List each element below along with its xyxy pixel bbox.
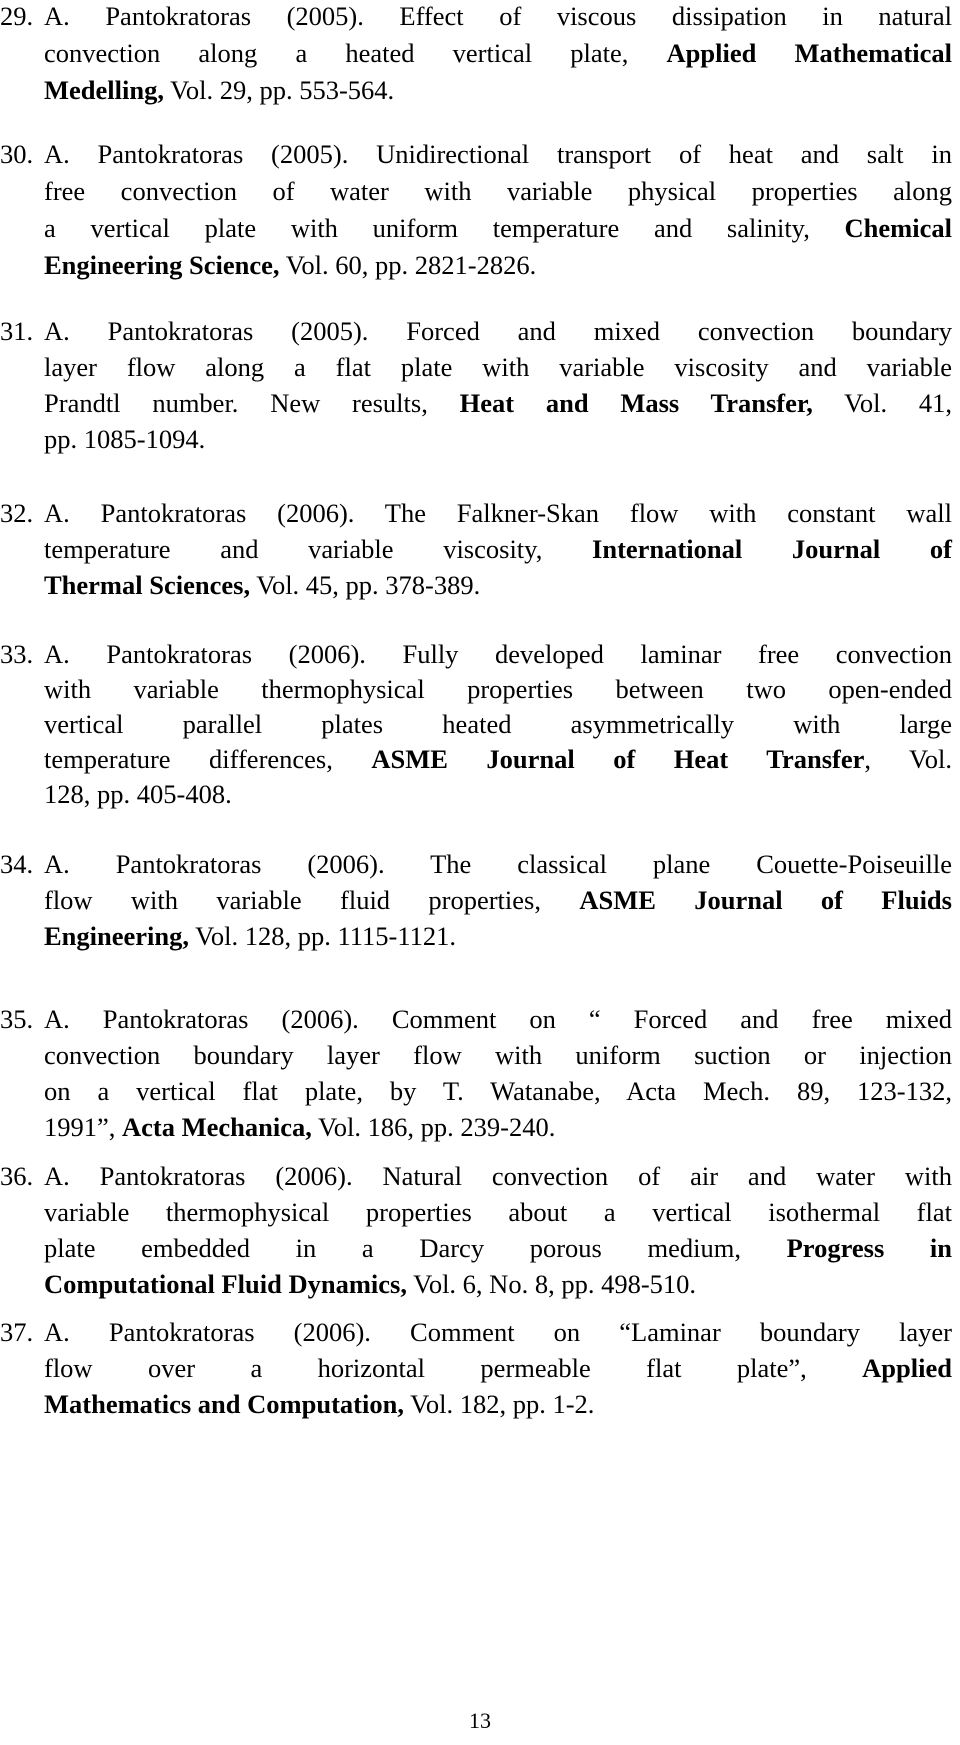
reference-segment: temperature differences, [44,744,372,774]
reference-number: 35. [0,1004,34,1034]
reference-line [44,672,952,707]
reference-line [44,1037,952,1073]
reference-line [44,136,952,173]
reference-segment: on a vertical flat plate, by T. Watanabe, Acta Mech. 89, 123-132, [44,1076,952,1106]
reference-segment: vertical parallel plates heated asymmetrically with large [44,709,952,739]
reference-line [44,1073,952,1109]
reference-text [44,495,952,603]
reference-segment: Vol. 6, No. 8, pp. 498-510. [406,1269,697,1299]
journal-title: Computational Fluid Dynamics, [44,1269,407,1299]
reference-segment: Vol. 41, [812,388,952,418]
reference-segment: flow with variable fluid properties, [44,885,580,915]
journal-title: Heat and Mass Transfer, [459,388,813,418]
reference-number: 37. [0,1317,34,1347]
reference-segment: convection along a heated vertical plate, [44,38,667,68]
reference-line [44,72,952,109]
reference-segment: Vol. 128, pp. 1115-1121. [189,921,457,951]
journal-title: Progress in [786,1233,952,1263]
reference-line [44,0,952,35]
reference-line [44,385,952,421]
reference-segment: variable thermophysical properties about a vertical isothermal flat [44,1197,952,1227]
reference-segment: Vol. 29, pp. 553-564. [163,75,395,105]
reference-line [44,846,952,882]
reference-segment: A. Pantokratoras (2005). Effect of viscous dissipation in natural [44,1,952,31]
reference-line [44,742,952,777]
journal-title: Acta Mechanica, [122,1112,312,1142]
reference-text [44,1314,952,1422]
reference-segment: Vol. 182, pp. 1-2. [403,1389,595,1419]
reference-segment: A. Pantokratoras (2006). Comment on “Laminar boundary layer [44,1317,952,1347]
reference-line [44,882,952,918]
reference-number: 36. [0,1161,34,1191]
reference-segment: Vol. 45, pp. 378-389. [250,570,481,600]
reference-text [44,846,952,954]
journal-title: Mathematics and Computation, [44,1389,404,1419]
reference-line [44,313,952,349]
reference-text [44,1158,952,1302]
reference-line [44,210,952,247]
reference-line [44,421,952,457]
reference-line [44,531,952,567]
reference-segment: A. Pantokratoras (2006). Fully developed laminar free convection [44,639,952,669]
reference-number: 31. [0,316,34,346]
reference-text [44,136,952,284]
reference-line [44,1386,952,1422]
reference-text [44,637,952,812]
reference-segment: plate embedded in a Darcy porous medium, [44,1233,787,1263]
journal-title: International Journal of [592,534,952,564]
reference-line [44,707,952,742]
reference-line [44,1001,952,1037]
reference-number: 30. [0,139,34,169]
reference-segment: Vol. 60, pp. 2821-2826. [279,250,537,280]
journal-title: ASME Journal of Heat Transfer [371,744,865,774]
reference-segment: A. Pantokratoras (2006). Natural convection of air and water with [44,1161,952,1191]
reference-line [44,567,952,603]
reference-segment: 128, pp. 405-408. [44,779,232,809]
reference-line [44,1350,952,1386]
reference-segment: A. Pantokratoras (2006). The Falkner-Skan flow with constant wall [44,498,952,528]
reference-segment: A. Pantokratoras (2006). The classical plane Couette-Poiseuille [44,849,952,879]
reference-line [44,777,952,812]
reference-text [44,1001,952,1145]
reference-line [44,173,952,210]
reference-segment: a vertical plate with uniform temperature and salinity, [44,213,845,243]
journal-title: Medelling, [44,75,164,105]
reference-segment: A. Pantokratoras (2006). Comment on “ Forced and free mixed [44,1004,952,1034]
reference-line [44,637,952,672]
reference-segment: free convection of water with variable physical properties along [44,176,952,206]
journal-title: Applied [862,1353,952,1383]
reference-text [44,0,952,109]
journal-title: ASME Journal of Fluids [579,885,952,915]
reference-segment: layer flow along a flat plate with variable viscosity and variable [44,352,952,382]
reference-segment: with variable thermophysical properties between two open-ended [44,674,952,704]
reference-segment: Prandtl number. New results, [44,388,460,418]
reference-line [44,349,952,385]
reference-segment: convection boundary layer flow with uniform suction or injection [44,1040,952,1070]
reference-line [44,1109,952,1145]
reference-number: 32. [0,498,34,528]
reference-segment: 1991”, [44,1112,123,1142]
reference-line [44,495,952,531]
reference-segment: A. Pantokratoras (2005). Forced and mixed convection boundary [44,316,952,346]
reference-text [44,313,952,457]
reference-segment: temperature and variable viscosity, [44,534,593,564]
reference-line [44,1230,952,1266]
reference-segment: , Vol. [864,744,952,774]
reference-line [44,1158,952,1194]
reference-segment: Vol. 186, pp. 239-240. [311,1112,556,1142]
reference-line [44,35,952,72]
reference-line [44,1194,952,1230]
reference-number: 33. [0,639,34,669]
reference-number: 34. [0,849,34,879]
journal-title: Engineering Science, [44,250,280,280]
reference-line [44,1314,952,1350]
reference-segment: flow over a horizontal permeable flat plate”, [44,1353,863,1383]
journal-title: Thermal Sciences, [44,570,251,600]
reference-segment: A. Pantokratoras (2005). Unidirectional transport of heat and salt in [44,139,952,169]
journal-title: Engineering, [44,921,190,951]
reference-line [44,918,952,954]
reference-segment: pp. 1085-1094. [44,424,206,454]
journal-title: Applied Mathematical [666,38,952,68]
journal-title: Chemical [844,213,952,243]
reference-line [44,1266,952,1302]
page-number: 13 [469,1708,491,1733]
reference-number: 29. [0,1,34,31]
reference-line [44,247,952,284]
